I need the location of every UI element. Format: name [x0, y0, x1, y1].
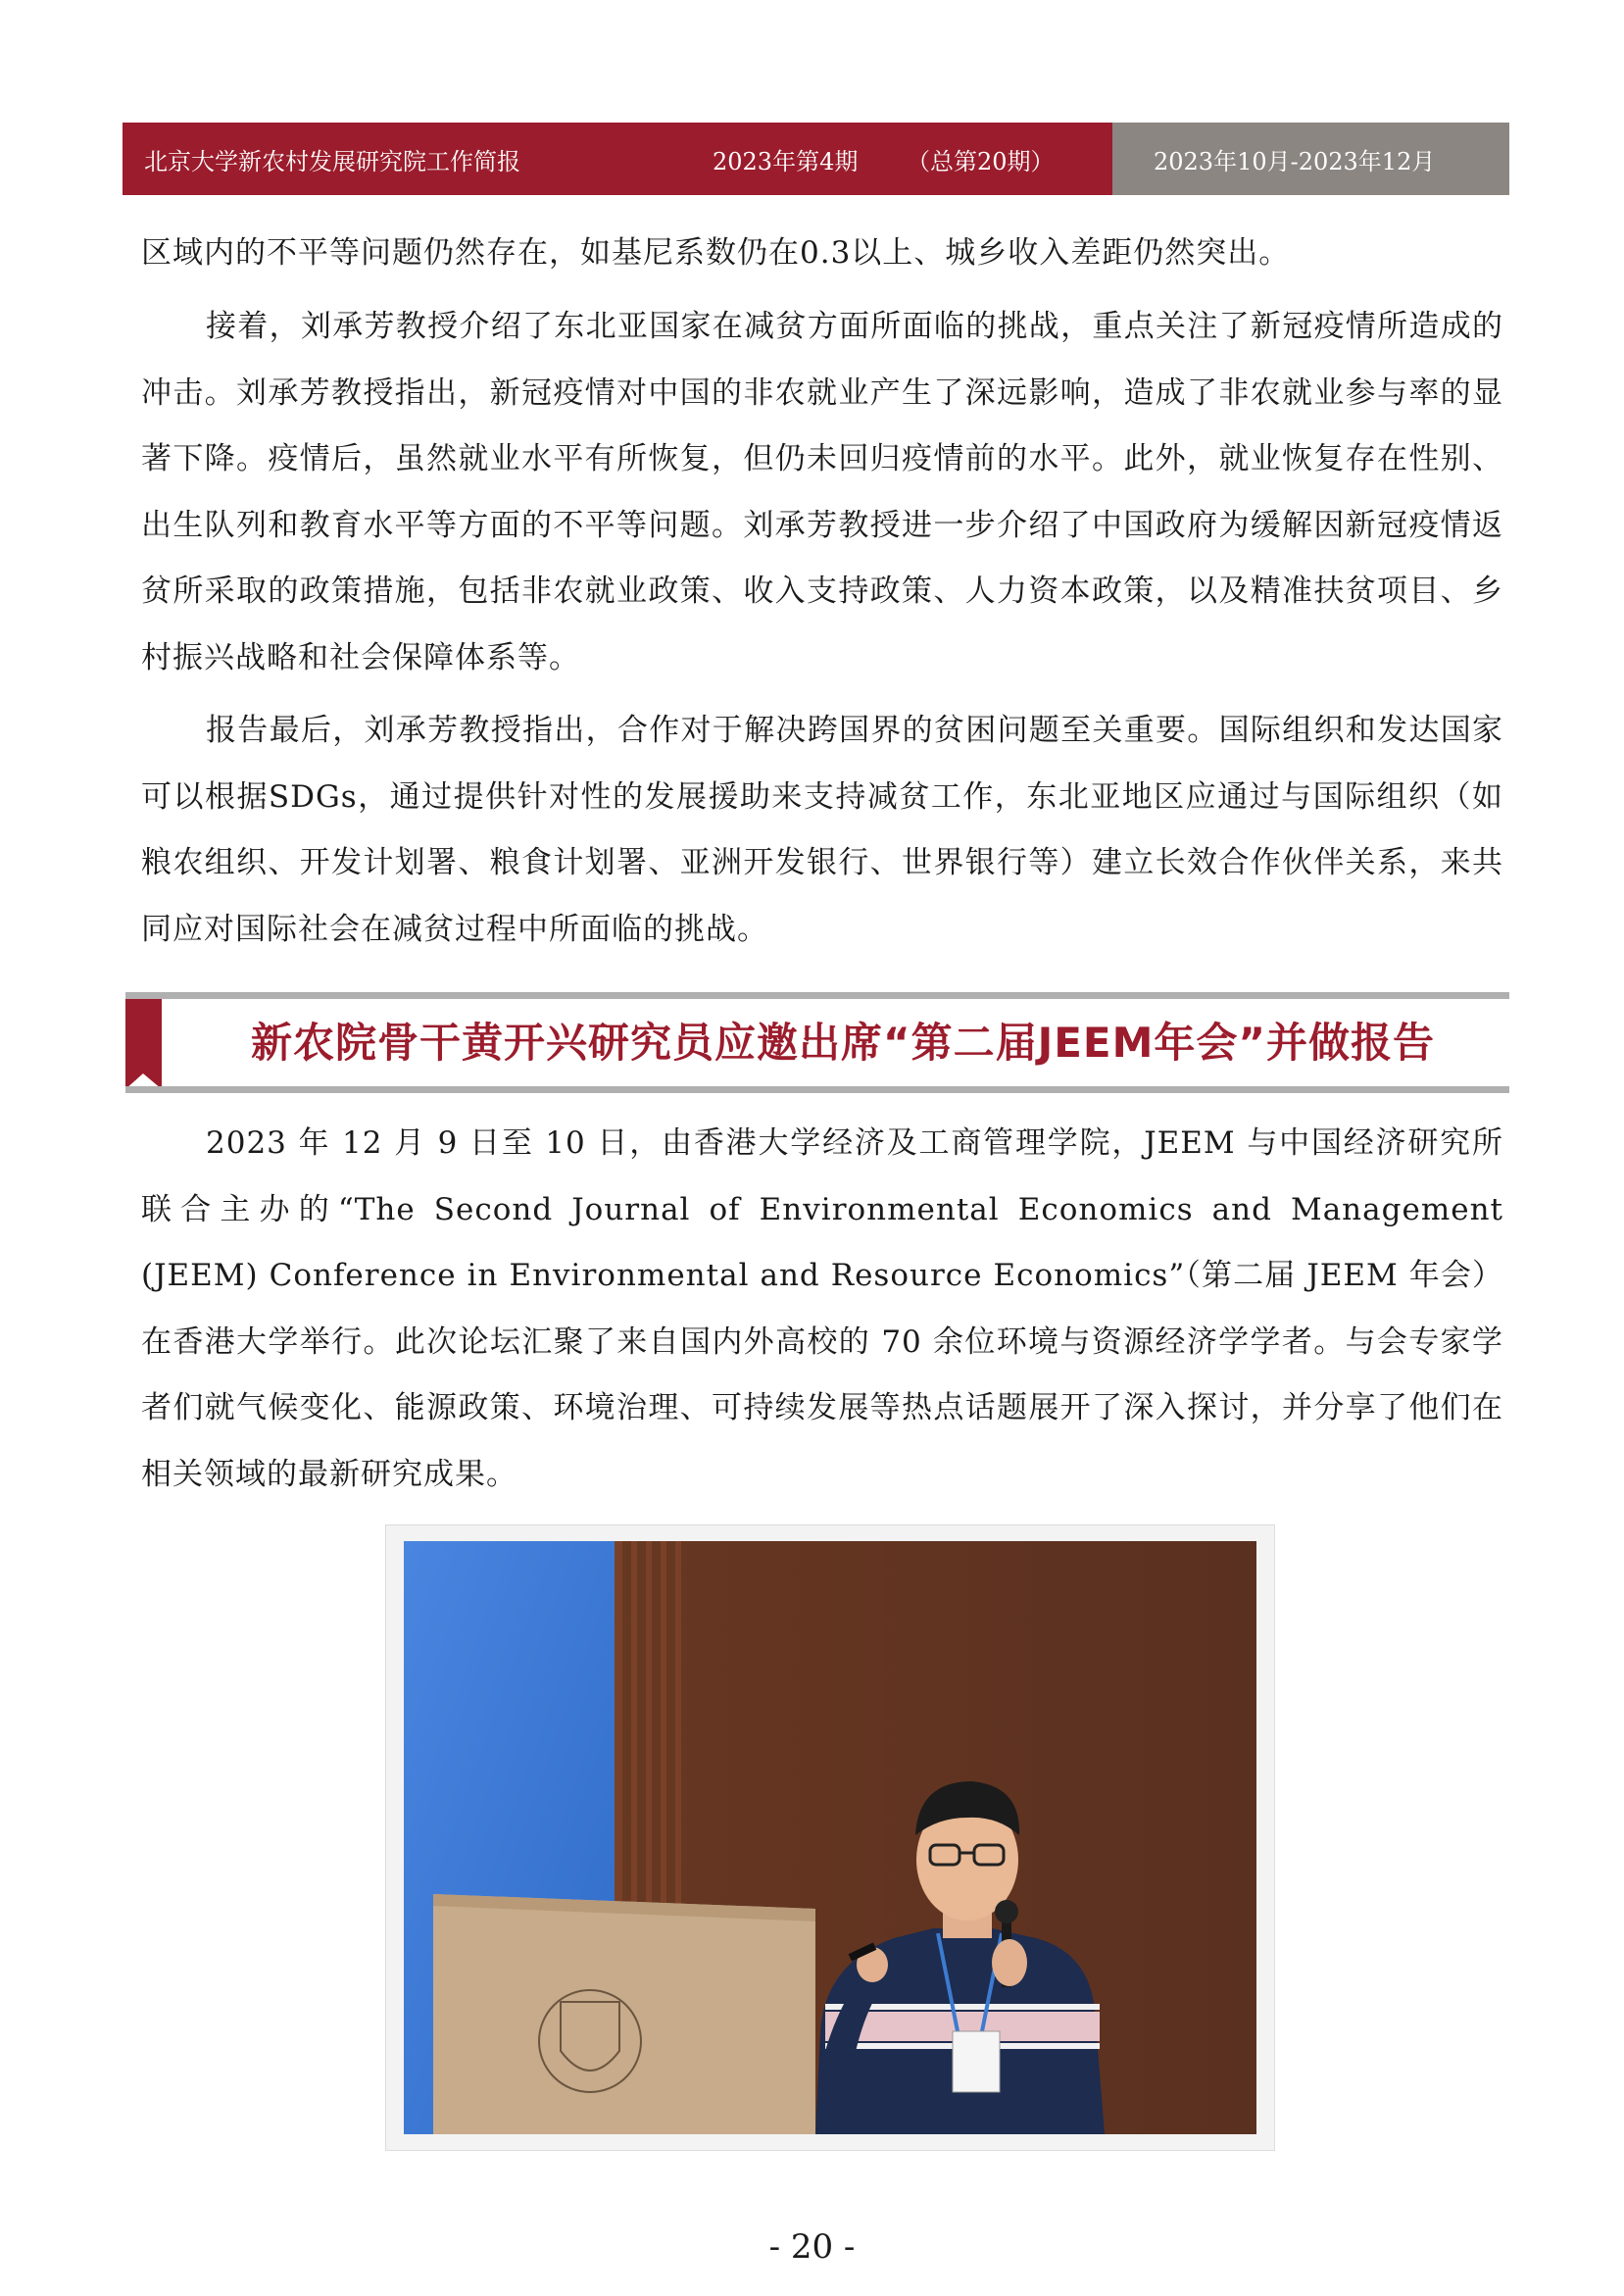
issue-period: 2023年10月-2023年12月	[1154, 147, 1436, 175]
photo-frame	[385, 1524, 1275, 2151]
paragraph-continued: 区域内的不平等问题仍然存在，如基尼系数仍在0.3以上、城乡收入差距仍然突出。	[141, 235, 1291, 271]
section-top-rule	[125, 992, 1509, 999]
paragraph-jeem-conference: 2023 年 12 月 9 日至 10 日，由香港大学经济及工商管理学院，JEEM 与中国经济研究所联合主办的“The Second Journal of Environmental Economics and Management (JEEM) Conference in Environmental and Resource Economics”（第二届 JEEM 年会）在香港大学举行。此次论坛汇聚了来自国内外高校的 70 余位环境与资源经济学学者。与会专家学者们就气候变化、能源政策、环境治理、可持续发展等热点话题展开了深入探讨，并分享了他们在相关领域的最新研究成果。	[141, 1125, 1503, 1492]
paragraph-challenges: 接着，刘承芳教授介绍了东北亚国家在减贫方面所面临的挑战，重点关注了新冠疫情所造成的冲击。刘承芳教授指出，新冠疫情对中国的非农就业产生了深远影响，造成了非农就业参与率的显著下降。疫情后，虽然就业水平有所恢复，但仍未回归疫情前的水平。此外，就业恢复存在性别、出生队列和教育水平等方面的不平等问题。刘承芳教授进一步介绍了中国政府为缓解因新冠疫情返贫所采取的政策措施，包括非农就业政策、收入支持政策、人力资本政策，以及精准扶贫项目、乡村振兴战略和社会保障体系等。	[141, 309, 1503, 675]
total-issue: （总第20期）	[907, 147, 1055, 175]
header-red-band	[123, 123, 1112, 195]
paragraph-conclusion: 报告最后，刘承芳教授指出，合作对于解决跨国界的贫困问题至关重要。国际组织和发达国家可以根据SDGs，通过提供针对性的发展援助来支持减贫工作，东北亚地区应通过与国际组织（如粮农组织、开发计划署、粮食计划署、亚洲开发银行、世界银行等）建立长效合作伙伴关系，来共同应对国际社会在减贫过程中所面临的挑战。	[141, 713, 1503, 947]
section-flag-icon	[125, 999, 162, 1089]
section-bottom-rule	[125, 1086, 1509, 1093]
issue-number: 2023年第4期	[713, 147, 859, 175]
header-gray-band	[1112, 123, 1509, 195]
speaker-photo	[404, 1541, 1256, 2134]
section-title: 新农院骨干黄开兴研究员应邀出席“第二届JEEM年会”并做报告	[250, 1019, 1435, 1067]
page-header	[123, 123, 1509, 195]
publication-name: 北京大学新农村发展研究院工作简报	[144, 147, 520, 175]
page-number: - 20 -	[768, 2227, 856, 2267]
